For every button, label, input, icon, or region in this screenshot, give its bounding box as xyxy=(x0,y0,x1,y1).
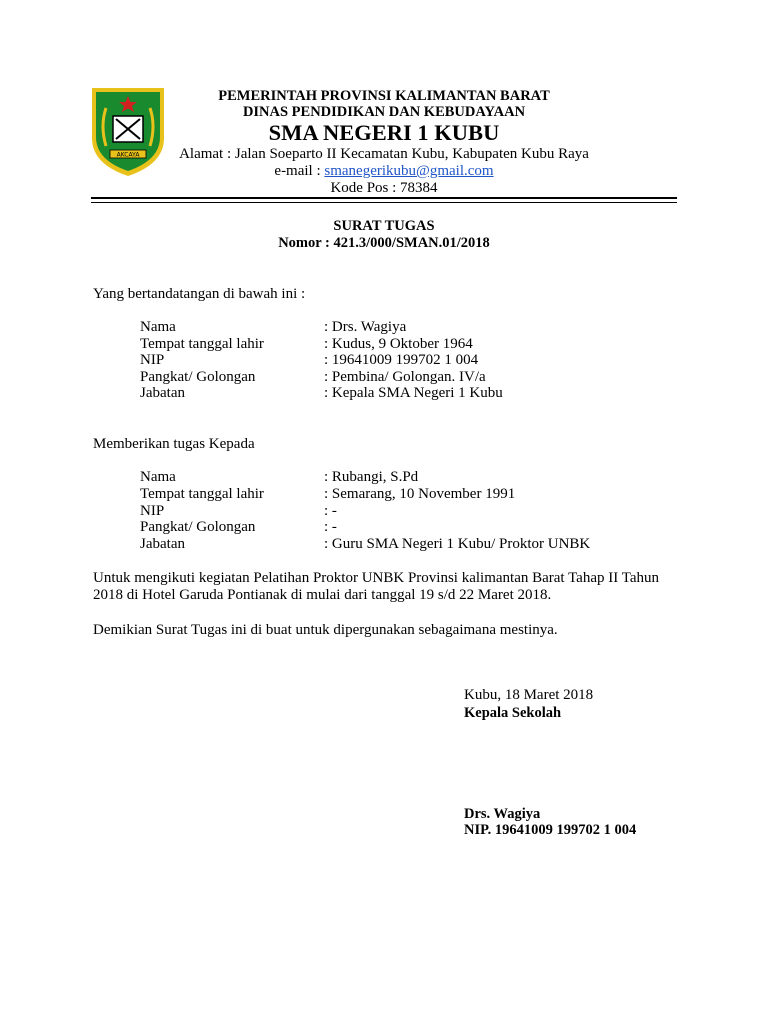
assignee-position-value: : Guru SMA Negeri 1 Kubu/ Proktor UNBK xyxy=(324,536,591,552)
signature-name: Drs. Wagiya xyxy=(464,806,541,822)
signer-birth-value: : Kudus, 9 Oktober 1964 xyxy=(324,336,473,352)
svg-text:AKCAYA: AKCAYA xyxy=(116,151,140,159)
assignee-intro: Memberikan tugas Kepada xyxy=(93,436,255,452)
signer-nip-value: : 19641009 199702 1 004 xyxy=(324,352,479,368)
signer-position-label: Jabatan xyxy=(140,385,185,401)
signer-nip-label: NIP xyxy=(140,352,165,368)
letterhead-school-name: SMA NEGERI 1 KUBU xyxy=(268,120,500,145)
signer-name-label: Nama xyxy=(140,319,176,335)
assignee-name-value: : Rubangi, S.Pd xyxy=(324,469,419,485)
assignee-rank-label: Pangkat/ Golongan xyxy=(140,519,256,535)
signature-nip: NIP. 19641009 199702 1 004 xyxy=(464,822,637,838)
body-paragraph-1-line-2: 2018 di Hotel Garuda Pontianak di mulai dari tanggal 19 s/d 22 Maret 2018. xyxy=(93,587,552,603)
signature-place-date: Kubu, 18 Maret 2018 xyxy=(464,687,594,703)
assignee-birth-label: Tempat tanggal lahir xyxy=(140,486,264,502)
email-link[interactable]: smanegerikubu@gmail.com xyxy=(324,163,494,179)
letterhead-address: Alamat : Jalan Soeparto II Kecamatan Kubu, Kabupaten Kubu Raya xyxy=(179,146,589,162)
letterhead-department: DINAS PENDIDIKAN DAN KEBUDAYAAN xyxy=(242,104,526,120)
document-number: Nomor : 421.3/000/SMAN.01/2018 xyxy=(278,235,490,251)
document-title: SURAT TUGAS xyxy=(333,218,435,234)
letterhead-divider-thick xyxy=(91,197,677,199)
letterhead-divider-thin xyxy=(91,202,677,203)
assignee-birth-value: : Semarang, 10 November 1991 xyxy=(324,486,516,502)
assignee-rank-value: : - xyxy=(324,519,337,535)
letterhead-government: PEMERINTAH PROVINSI KALIMANTAN BARAT xyxy=(218,88,550,104)
assignee-nip-value: : - xyxy=(324,503,337,519)
signature-role: Kepala Sekolah xyxy=(464,705,562,721)
email-label: e-mail : xyxy=(274,163,325,179)
letterhead-email-line xyxy=(100,163,668,180)
signer-name-value: : Drs. Wagiya xyxy=(324,319,407,335)
signer-birth-label: Tempat tanggal lahir xyxy=(140,336,264,352)
signer-rank-label: Pangkat/ Golongan xyxy=(140,369,256,385)
assignee-position-label: Jabatan xyxy=(140,536,185,552)
assignee-nip-label: NIP xyxy=(140,503,165,519)
signer-position-value: : Kepala SMA Negeri 1 Kubu xyxy=(324,385,503,401)
assignee-name-label: Nama xyxy=(140,469,176,485)
letterhead-postal-code: Kode Pos : 78384 xyxy=(330,180,438,196)
body-paragraph-1-line-1: Untuk mengikuti kegiatan Pelatihan Proktor UNBK Provinsi kalimantan Barat Tahap II Tahun xyxy=(93,570,659,586)
body-paragraph-2: Demikian Surat Tugas ini di buat untuk dipergunakan sebagaimana mestinya. xyxy=(93,622,558,638)
signer-intro: Yang bertandatangan di bawah ini : xyxy=(93,286,306,302)
signer-rank-value: : Pembina/ Golongan. IV/a xyxy=(324,369,486,385)
